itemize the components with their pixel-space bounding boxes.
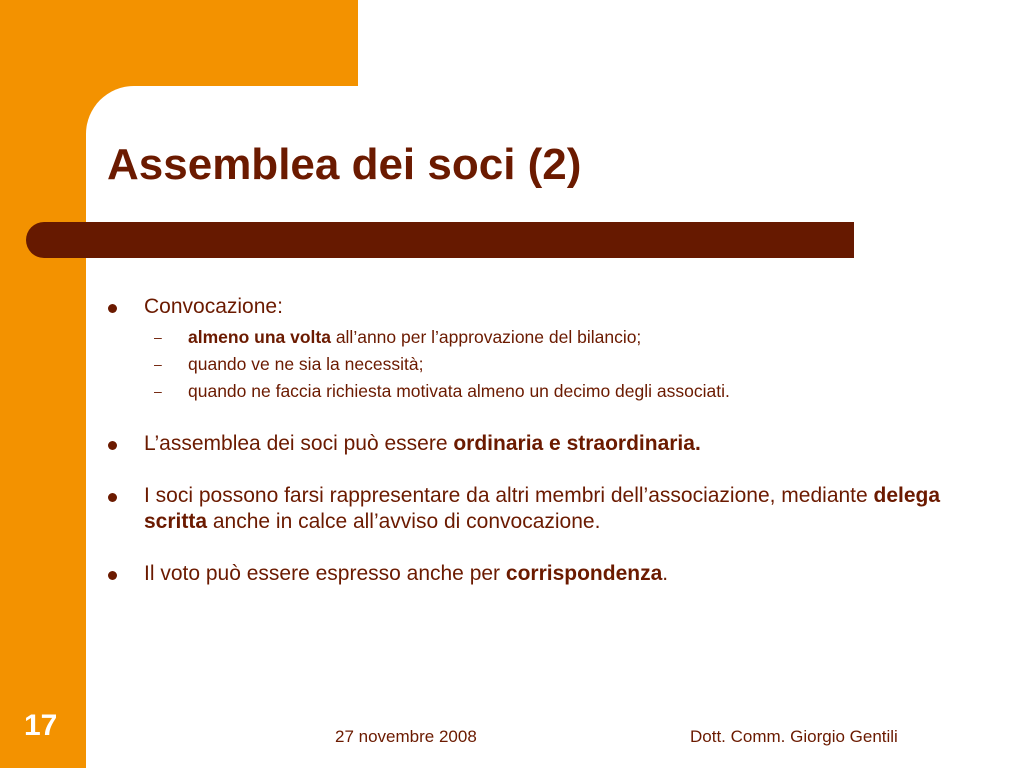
sub-item: [144, 378, 964, 405]
bullet-item: [104, 483, 964, 535]
top-white-area: [358, 0, 1024, 86]
bullet-item: [104, 561, 964, 587]
footer-author: Dott. Comm. Giorgio Gentili: [690, 727, 898, 746]
bullet-text: L’assemblea dei soci può essere: [144, 432, 454, 455]
bullet-text: Il voto può essere espresso anche per: [144, 562, 506, 585]
dash-icon: –: [154, 356, 162, 372]
bullet-item: [104, 294, 964, 405]
dash-icon: –: [154, 383, 162, 399]
title-underline-bar: [26, 222, 854, 258]
sub-list: [144, 324, 964, 405]
bullet-dot-icon: [108, 441, 117, 450]
slide-number: 17: [24, 709, 58, 742]
bullet-dot-icon: [108, 304, 117, 313]
sub-item-text: quando ne faccia richiesta motivata almeno un decimo degli associati.: [188, 381, 730, 401]
bullet-item: [104, 431, 964, 457]
footer-date: 27 novembre 2008: [335, 727, 477, 746]
slide-content: [104, 294, 964, 613]
sub-item-text: quando ve ne sia la necessità;: [188, 354, 424, 374]
bullet-dot-icon: [108, 493, 117, 502]
bullet-text-post: anche in calce all’avviso di convocazione.: [207, 510, 601, 533]
bullet-bold: delega scritta: [144, 484, 941, 533]
bullet-bold: ordinaria e straordinaria.: [453, 432, 701, 455]
sub-item: [144, 351, 964, 378]
bullet-dot-icon: [108, 571, 117, 580]
bullet-text: Convocazione:: [144, 295, 283, 318]
sub-item-bold: almeno una volta: [188, 327, 331, 347]
dash-icon: –: [154, 329, 162, 345]
bullet-text: I soci possono farsi rappresentare da altri membri dell’associazione, mediante: [144, 484, 874, 507]
bullet-bold: corrispondenza: [505, 562, 663, 585]
slide-title: Assemblea dei soci (2): [107, 140, 582, 189]
sub-item-text: all’anno per l’approvazione del bilancio;: [330, 327, 642, 347]
orange-corner-block: [0, 0, 358, 86]
sub-item: [144, 324, 964, 351]
bullet-text-post: .: [662, 562, 669, 585]
